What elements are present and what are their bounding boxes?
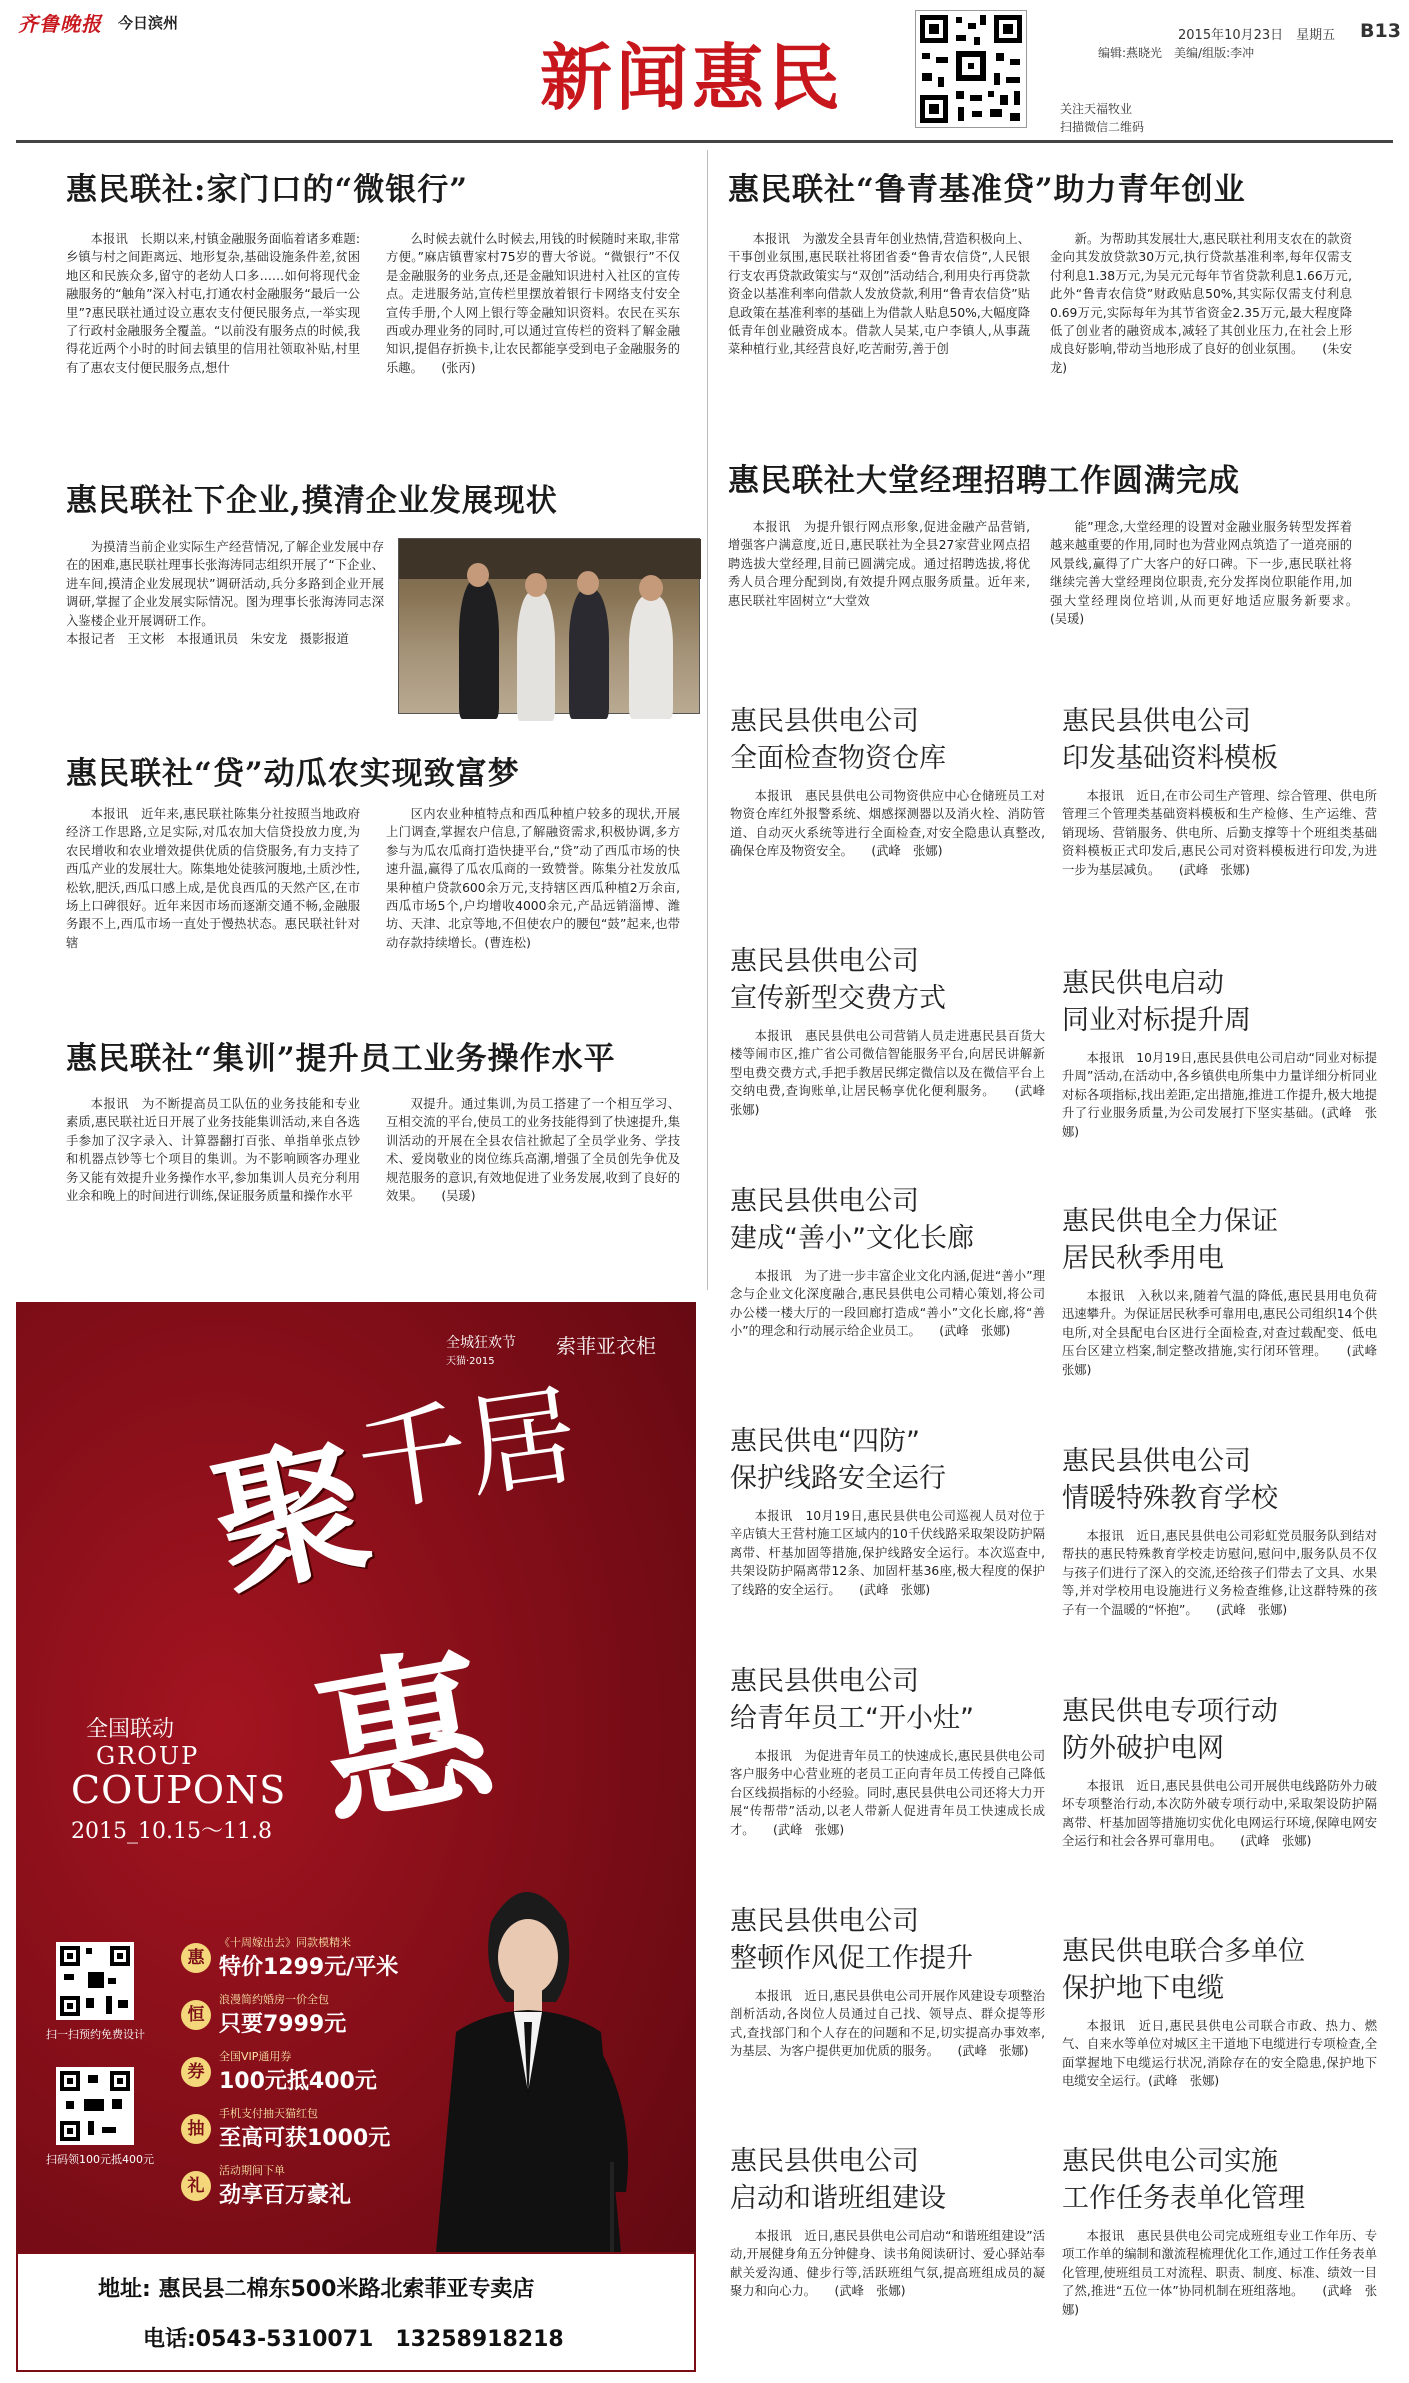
ad-logo-text: 全城狂欢节 (446, 1335, 516, 1351)
news-brief (1062, 703, 1377, 962)
offer-icon: 礼 (181, 2171, 211, 2201)
ad-subtitle: COUPONS (71, 1768, 287, 1812)
offer-price: 只要7999元 (219, 2012, 347, 2037)
news-briefs (722, 683, 1393, 2373)
offer-price: 劲享百万豪礼 (219, 2183, 352, 2208)
article-headline: 惠民联社“贷”动瓜农实现致富梦 (66, 756, 520, 792)
brief-body (730, 2227, 1045, 2377)
brief-title: 惠民县供电公司 (730, 1186, 919, 1217)
brief-title: 惠民供电公司实施 (1062, 2146, 1278, 2177)
brief-paragraph: 本报讯 10月19日,惠民县供电公司巡视人员对位于辛店镇大王营村施工区域内的10千伏线路采取架设防护隔离带、杆基加固等措施,保护线路安全运行。本次巡查中,共架设防护隔离带12条、加固杆基36座,极大程度的保护了线路的安全运行。 (武峰 张娜) (730, 1509, 1045, 1597)
brief-title: 惠民县供电公司 (730, 2146, 919, 2177)
article-headline: 惠民联社大堂经理招聘工作圆满完成 (728, 463, 1240, 499)
article-headline: 惠民联社“集训”提升员工业务操作水平 (66, 1041, 616, 1077)
ad-offer (181, 2105, 421, 2152)
brief-body (1062, 1287, 1390, 1437)
brief-title: 惠民县供电公司 (730, 1906, 919, 1937)
newspaper-logo: 齐鲁晚报 (18, 12, 102, 36)
offer-price: 100元抵400元 (219, 2069, 377, 2094)
qr-code-icon[interactable] (56, 2067, 134, 2145)
ad-offer (181, 2162, 421, 2209)
offer-caption: 浪漫简约婚房一价全包 (219, 1993, 329, 2006)
issue-date: 2015年10月23日 星期五 (1178, 28, 1336, 43)
model-photo (396, 1862, 656, 2252)
photo-credit: 本报记者 王文彬 本报通讯员 朱安龙 摄影报道 (66, 632, 349, 647)
brief-paragraph: 本报讯 近日,惠民县供电公司开展作风建设专项整治剖析活动,各岗位人员通过自己找、领导点、群众提等形式,查找部门和个人存在的问题和不足,切实提高办事效率,为基层、为客户提供更加优质的服务。 (武峰 张娜) (730, 1989, 1045, 2059)
news-brief (1062, 965, 1377, 1199)
brief-body (730, 1747, 1045, 1897)
brief-title: 启动和谐班组建设 (730, 2183, 946, 2214)
brief-title: 惠民供电启动 (1062, 968, 1224, 999)
brief-paragraph: 本报讯 近日,在市公司生产管理、综合管理、供电所管理三个管理类基础资料模板和生产检修、生产运维、营销现场、营销服务、供电所、后勤支撑等十个班组类基础资料模板正式印发后,惠民公司对资料模板进行印发,为进一步为基层减负。 (武峰 张娜) (1062, 789, 1377, 877)
offer-icon: 惠 (181, 1943, 211, 1973)
article-headline: 惠民联社:家门口的“微银行” (66, 172, 469, 208)
section-name: 今日滨州 (118, 14, 179, 32)
ad-offer (181, 1991, 421, 2038)
brief-title: 保护线路安全运行 (730, 1463, 946, 1494)
brief-title: 居民秋季用电 (1062, 1243, 1224, 1274)
brief-paragraph: 本报讯 近日,惠民县供电公司联合市政、热力、燃气、自来水等单位对城区主干道地下电缆进行专项检查,全面掌握地下电缆运行状况,消除存在的安全隐患,保护地下电缆安全运行。(武峰 张娜) (1062, 2019, 1377, 2089)
brief-title: 情暖特殊教育学校 (1062, 1483, 1278, 1514)
ad-subtitle: 全国联动 (86, 1717, 175, 1742)
brief-title: 惠民供电专项行动 (1062, 1696, 1278, 1727)
brief-title: 惠民供电“四防” (730, 1426, 920, 1457)
brief-title: 给青年员工“开小灶” (730, 1703, 974, 1734)
article-paragraph: 双提升。通过集训,为员工搭建了一个相互学习、互相交流的平台,使员工的业务技能得到了快速提升,集训活动的开展在全县农信社掀起了全员学业务、学技术、爱岗敬业的岗位练兵高潮,增强了全员创先争优及规范服务的意识,有效地促进了业务发展,收到了良好的效果。 (吴瑗) (386, 1097, 680, 1204)
qr-caption: 扫一扫预约免费设计 (46, 2028, 145, 2041)
offer-caption: 全国VIP通用券 (219, 2050, 292, 2063)
brief-paragraph: 本报讯 近日,惠民县供电公司启动“和谐班组建设”活动,开展健身角五分钟健身、读书角阅读研讨、爱心驿站奉献关爱沟通、健步行等,活跃班组气氛,提高班组成员的凝聚力和向心力。 (武峰 张娜) (730, 2229, 1045, 2299)
brief-body (1062, 2017, 1377, 2147)
ad-period: 2015_10.15～11.8 (71, 1819, 272, 1844)
article-paragraph: 新。为帮助其发展壮大,惠民联社利用支农在的款资金向其发放贷款30万元,执行贷款基准利率,每年仅需支付利息1.38万元,为吴元元每年节省贷款利息1.66万元,此外“鲁青农信贷”财政贴息50%,其实际仅需支付利息0.69万元,实际每年为其节省资金2.35万元,最大程度降低了创业者的融资成本,减轻了其创业压力,在社会上形成良好影响,带动当地形成了良好的创业氛围。 (朱安龙) (1050, 232, 1352, 375)
brand-logo: 索菲亚衣柜 (556, 1334, 656, 1358)
qr-caption-line: 扫描微信二维码 (1060, 120, 1145, 134)
brief-title: 惠民县供电公司 (730, 706, 919, 737)
brief-paragraph: 本报讯 为促进青年员工的快速成长,惠民县供电公司客户服务中心营业班的老员工正向青年员工传授自己降低台区线损指标的小经验。同时,惠民县供电公司还将大力开展“传帮带”活动,以老人带新人促进青年员工快速成长成才。 (武峰 张娜) (730, 1749, 1045, 1837)
article-body (66, 1095, 360, 1275)
brief-body (730, 1027, 1058, 1177)
brief-paragraph: 本报讯 近日,惠民县供电公司开展供电线路防外力破坏专项整治行动,本次防外破专项行动中,采取架设防护隔离带、杆基加固等措施切实优化电网运行环境,保障电网安全运行和社会各界可靠用电。 (武峰 张娜) (1062, 1779, 1377, 1849)
brief-title: 惠民县供电公司 (730, 946, 919, 977)
brief-paragraph: 本报讯 惠民县供电公司物资供应中心仓储班员工对物资仓库红外报警系统、烟感探测器以及消火栓、消防管道、自动灭火系统等进行全面检查,对安全隐患认真整改,确保仓库及物资安全。 (武峰 张娜) (730, 789, 1045, 859)
news-brief (1062, 1443, 1377, 1697)
brief-body (1062, 787, 1377, 962)
brief-title: 惠民供电全力保证 (1062, 1206, 1278, 1237)
brief-title: 整顿作风促工作提升 (730, 1943, 973, 1974)
article-body (386, 230, 680, 450)
offer-icon: 抽 (181, 2114, 211, 2144)
news-photo (398, 538, 700, 714)
brief-body (1062, 1049, 1377, 1199)
qr-caption-line: 关注天福牧业 (1060, 102, 1133, 116)
article-body (66, 230, 360, 450)
page-number: B13 (1360, 20, 1401, 42)
brief-body (730, 1507, 1045, 1657)
article-paragraph: 为摸清当前企业实际生产经营情况,了解企业发展中存在的困难,惠民联社理事长张海涛同志组织开展了“下企业、进车间,摸清企业发展现状”调研活动,兵分多路到企业开展调研,掌握了企业发展实际情况。图为理事长张海涛同志深入鉴楼企业开展调研工作。 (66, 540, 384, 628)
news-brief (730, 1903, 1045, 2137)
brief-title: 惠民县供电公司 (1062, 1446, 1251, 1477)
article-headline: 惠民联社下企业,摸清企业发展现状 (66, 483, 558, 519)
news-brief (730, 703, 1045, 937)
brief-body (1062, 1527, 1377, 1697)
article-body (1050, 230, 1352, 440)
article-paragraph: 本报讯 为激发全县青年创业热情,营造积极向上、干事创业氛围,惠民联社将团省委“鲁青农信贷”,人民银行支农再贷款政策实与“双创”活动结合,利用央行再贷款资金以基准利率向借款人发放贷款,利用“鲁青农信贷”贴息政策在基准利率的基础上为借款人贴息50%,大幅度降低青年创业融资成本。借款人吴某,屯户李镇人,从事蔬菜种植行业,其经营良好,吃苦耐劳,善于创 (728, 232, 1030, 357)
store-address: 地址: 惠民县二棉东500米路北索菲亚专卖店 (98, 2277, 535, 2302)
ad-offer (181, 1934, 421, 1981)
store-phone[interactable]: 电话:0543-5310071 13258918218 (143, 2327, 564, 2352)
news-brief (730, 1663, 1045, 1897)
news-brief (730, 1183, 1045, 1417)
news-brief (1062, 1933, 1377, 2147)
article-paragraph: 么时候去就什么时候去,用钱的时候随时来取,非常方便。”麻店镇曹家村75岁的曹大爷说。“微银行”不仅是金融服务的业务点,还是金融知识进村入社区的宣传点。走进服务站,宣传栏里摆放着银行卡网络支付安全宣传手册,个人网上银行等金融知识资料。农民在买东西或办理业务的同时,可以通过宣传栏的资料了解金融知识,提倡存折换卡,让农民都能享受到电子金融服务的乐趣。 (张丙) (386, 232, 680, 375)
article-body (66, 805, 360, 1015)
advertisement[interactable] (16, 1302, 696, 2372)
offer-price: 至高可获1000元 (219, 2126, 391, 2151)
ad-headline: 聚 (199, 1415, 383, 1619)
news-brief (1062, 2143, 1377, 2377)
brief-title: 保护地下电缆 (1062, 1973, 1224, 2004)
article-body (66, 538, 384, 724)
brief-title: 惠民县供电公司 (730, 1666, 919, 1697)
page-masthead: 新闻惠民 (540, 35, 845, 120)
brief-body (1062, 1777, 1377, 1927)
news-brief (730, 943, 1058, 1177)
brief-title: 宣传新型交费方式 (730, 983, 946, 1014)
brief-title: 防外破护电网 (1062, 1733, 1224, 1764)
article-body (728, 518, 1030, 663)
offer-caption: 《十周嫁出去》同款模精米 (219, 1936, 351, 1949)
brief-paragraph: 本报讯 为了进一步丰富企业文化内涵,促进“善小”理念与企业文化深度融合,惠民县供电公司精心策划,将公司办公楼一楼大厅的一段回廊打造成“善小”文化长廊,将“善小”的理念和行动展示给企业员工。 (武峰 张娜) (730, 1269, 1045, 1339)
news-brief (1062, 1693, 1377, 1927)
header-rule (16, 140, 1393, 143)
offer-icon: 恒 (181, 2000, 211, 2030)
brief-paragraph: 本报讯 惠民县供电公司营销人员走进惠民县百货大楼等闹市区,推广省公司微信智能服务平台,向居民讲解新型电费交费方式,手把手教居民绑定微信以及在微信平台上交纳电费,查询账单,让居民畅享优化便利服务。 (武峰 张娜) (730, 1029, 1058, 1117)
brief-body (730, 1987, 1045, 2137)
article-body (728, 230, 1030, 440)
brief-title: 惠民供电联合多单位 (1062, 1936, 1305, 1967)
news-brief (730, 2143, 1045, 2377)
qr-caption: 扫码领100元抵400元 (46, 2153, 154, 2166)
article-headline: 惠民联社“鲁青基准贷”助力青年创业 (728, 172, 1246, 208)
editor-credits: 编辑:燕晓光 美编/组版:李冲 (1098, 46, 1255, 60)
ad-headline: 惠 (302, 1625, 505, 1853)
offer-icon: 券 (181, 2057, 211, 2087)
ad-subtitle: GROUP (96, 1742, 200, 1770)
brief-title: 印发基础资料模板 (1062, 743, 1278, 774)
news-brief (730, 1423, 1045, 1657)
article-paragraph: 本报讯 长期以来,村镇金融服务面临着诸多难题:乡镇与村之间距离远、地形复杂,基础设施条件差,贫困地区和民族众多,留守的老幼人口多……如何将现代金融服务的“触角”深入村屯,打通农村金融服务“最后一公里”?惠民联社通过设立惠农支付便民服务点,一举实现了行政村金融服务全覆盖。“以前没有服务点的时候,我得花近两个小时的时间去镇里的信用社领取补贴,村里有了惠农支付便民服务点,想什 (66, 232, 360, 375)
brief-title: 惠民县供电公司 (1062, 706, 1251, 737)
brief-body (730, 1267, 1045, 1417)
article-body (386, 805, 680, 1015)
ad-contact-box (16, 2252, 696, 2372)
brief-title: 全面检查物资仓库 (730, 743, 946, 774)
offer-caption: 活动期间下单 (219, 2164, 285, 2177)
brief-title: 同业对标提升周 (1062, 1005, 1251, 1036)
news-brief (1062, 1203, 1390, 1437)
qr-caption (1060, 100, 1144, 136)
ad-headline: 千居 (349, 1371, 586, 1529)
brief-body (730, 787, 1045, 937)
article-body (1050, 518, 1377, 663)
brief-paragraph: 本报讯 惠民县供电公司完成班组专业工作年历、专项工作单的编制和激流程梳理优化工作,通过工作任务表单化管理,使班组员工对流程、职责、制度、标准、绩效一目了然,推进“五位一体”协同机制在班组落地。 (武峰 张娜) (1062, 2229, 1377, 2317)
ad-offers (181, 1934, 421, 2209)
brief-paragraph: 本报讯 10月19日,惠民县供电公司启动“同业对标提升周”活动,在活动中,各乡镇供电所集中力量详细分析同业对标各项指标,找出差距,定出措施,推进工作提升,极大地提升了行业服务质量,为公司发展打下坚实基础。(武峰 张娜) (1062, 1051, 1377, 1139)
ad-offer (181, 2048, 421, 2095)
brief-paragraph: 本报讯 近日,惠民县供电公司彩虹党员服务队到结对帮扶的惠民特殊教育学校走访慰问,慰问中,服务队员不仅与孩子们进行了深入的交流,还给孩子们带去了文具、水果等,并对学校用电设施进行义务检查维修,让这群特殊的孩子有一个温暖的“怀抱”。 (武峰 张娜) (1062, 1529, 1377, 1617)
column-divider (707, 150, 708, 1290)
qr-code-icon[interactable] (56, 1942, 134, 2020)
article-paragraph: 区内农业种植特点和西瓜种植户较多的现状,开展上门调查,掌握农户信息,了解融资需求,积极协调,多方参与为瓜农瓜商打造快捷平台,“贷”动了西瓜市场的快速升温,赢得了瓜农瓜商的一致赞誉。陈集分社发放瓜果种植户贷款600余万元,支持辖区西瓜种植2万余亩,西瓜市场5个,户均增收4000余元,产品远销淄博、潍坊、天津、北京等地,不但使农户的腰包“鼓”起来,也带动存款持续增长。(曹连松) (386, 807, 680, 950)
article-body (386, 1095, 680, 1275)
offer-caption: 手机支付抽天猫红包 (219, 2107, 318, 2120)
brief-title: 工作任务表单化管理 (1062, 2183, 1305, 2214)
brief-body (1062, 2227, 1377, 2377)
brief-paragraph: 本报讯 入秋以来,随着气温的降低,惠民县用电负荷迅速攀升。为保证居民秋季可靠用电,惠民公司组织14个供电所,对全县配电台区进行全面检查,对查过载配变、低电压台区建立档案,制定整改措施,实行闭环管理。 (武峰 张娜) (1062, 1289, 1390, 1377)
article-paragraph: 本报讯 为提升银行网点形象,促进金融产品营销,增强客户满意度,近日,惠民联社为全县27家营业网点招聘选拔大堂经理,目前已圆满完成。通过招聘选拔,将优秀人员合理分配到岗,有效提升网点服务质量。近年来,惠民联社牢固树立“大堂效 (728, 520, 1030, 608)
article-paragraph: 本报讯 近年来,惠民联社陈集分社按照当地政府经济工作思路,立足实际,对瓜农加大信贷投放力度,为农民增收和农业增效提供优质的信贷服务,有力支持了西瓜产业的发展壮大。陈集地处徒骇河腹地,土质沙性,松软,肥沃,西瓜口感上成,是优良西瓜的天然产区,在市场上口碑很好。近年来因市场而逐渐交通不畅,金融服务跟不上,西瓜市场一直处于慢热状态。惠民联社针对辖 (66, 807, 360, 950)
qr-code-icon (915, 10, 1027, 128)
offer-price: 特价1299元/平米 (219, 1955, 399, 1980)
ad-logo-subtext: 天猫·2015 (446, 1356, 495, 1367)
article-paragraph: 本报讯 为不断提高员工队伍的业务技能和专业素质,惠民联社近日开展了业务技能集训活动,来自各选手参加了汉字录入、计算器翻打百张、单指单张点钞和机器点钞等七个项目的集训。为不影响顾客办理业务又能有效提升业务操作水平,参加集训人员充分利用业余和晚上的时间进行训练,保证服务质量和操作水平 (66, 1097, 360, 1204)
brief-title: 建成“善小”文化长廊 (730, 1223, 974, 1254)
article-paragraph: 能”理念,大堂经理的设置对金融业服务转型发挥着越来越重要的作用,同时也为营业网点筑造了一道亮丽的风景线,赢得了广大客户的好口碑。下一步,惠民联社将继续完善大堂经理岗位职责,充分发挥岗位职能作用,加强大堂经理岗位培训,从而更好地适应服务新要求。 (吴瑗) (1050, 520, 1377, 627)
